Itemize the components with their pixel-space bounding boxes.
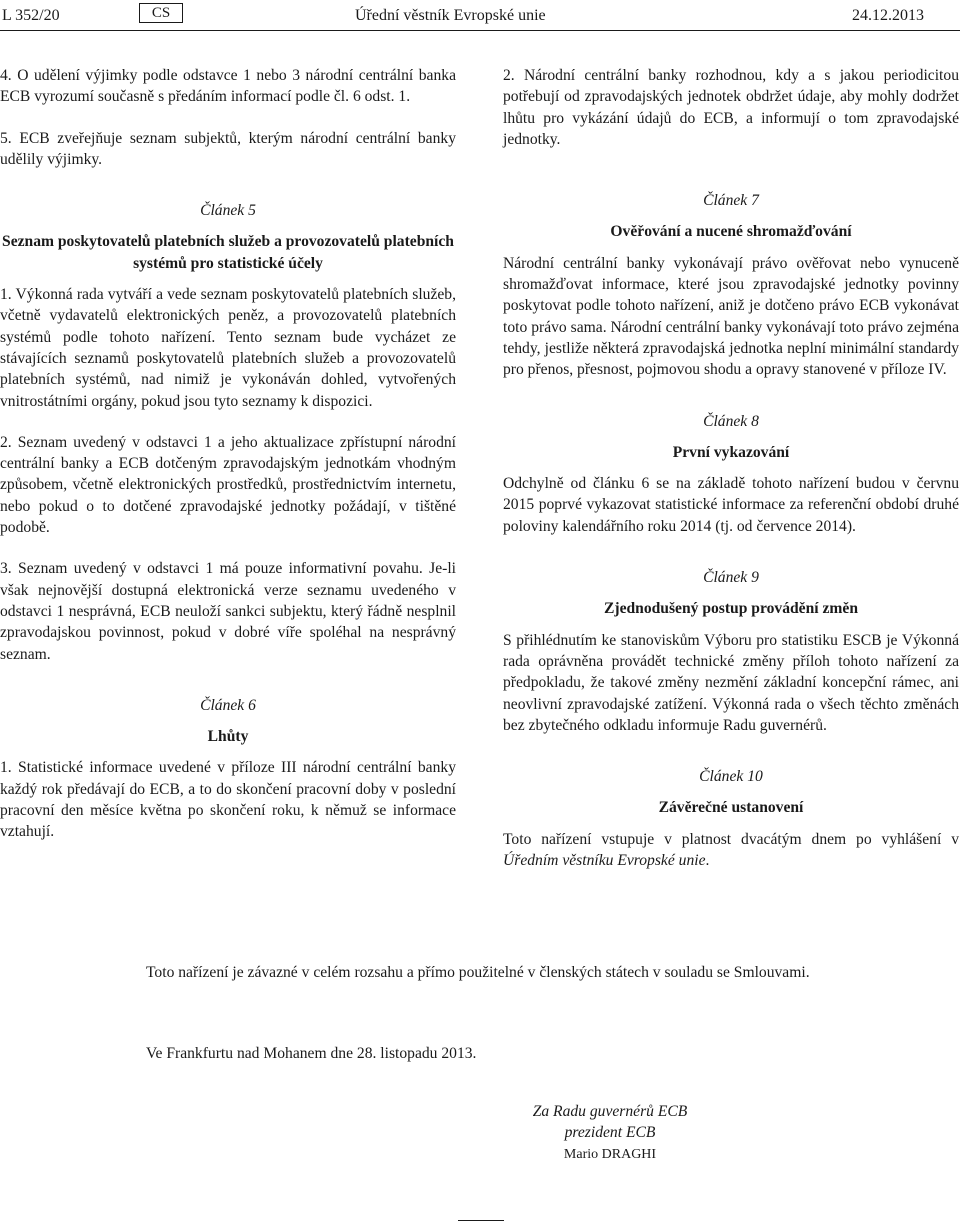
article-6-number: Článek 6 <box>200 696 256 714</box>
article-10-text-end: . <box>705 852 710 870</box>
bottom-rule <box>458 1220 504 1221</box>
article-8-number: Článek 8 <box>703 412 759 430</box>
article-7-title: Ověřování a nucené shromažďování <box>610 223 852 241</box>
article-6-title: Lhůty <box>207 728 249 746</box>
language-badge: CS <box>139 3 183 23</box>
header-rule <box>0 30 960 31</box>
article-5-paragraph-3: 3. Seznam uvedený v odstavci 1 má pouze informativní povahu. Je-li však nejnovější dostupná elektronická verze seznamu uvedeného v odstavci 1 nesprávná, ECB neuloží sankci subjektu, který řádně nesplnil zpravodajskou povinnost, pokud v dobré víře spoléhal na nesprávný seznam. <box>0 560 456 663</box>
article-10-text <box>503 829 959 872</box>
signatory-title: prezident ECB <box>564 1124 656 1142</box>
right-column <box>503 65 959 871</box>
article-9-title: Zjednodušený postup provádění změn <box>603 600 859 618</box>
article-7-number: Článek 7 <box>703 192 759 210</box>
article-6-paragraph-2: 2. Národní centrální banky rozhodnou, kdy a s jakou periodicitou potřebují od zpravodajských jednotek obdržet údaje, aby mohly dodržet lhůtu pro vykázání údajů do ECB, a informují o tom zpravodajské jednotky. <box>503 67 959 148</box>
article-10-text-start: Toto nařízení vstupuje v platnost dvacátým dnem po vyhlášení v <box>503 830 959 848</box>
issue-date: 24.12.2013 <box>852 7 924 24</box>
journal-header <box>0 3 960 25</box>
paragraph-5: 5. ECB zveřejňuje seznam subjektů, kterým národní centrální banky udělily výjimky. <box>0 129 456 168</box>
article-9-text: S přihlédnutím ke stanoviskům Výboru pro statistiku ESCB je Výkonná rada oprávněna provádět technické změny příloh tohoto nařízení za předpokladu, že takové změny nezmění základní koncepční rámec, ani neovlivní zpravodajské zatížení. Výkonná rada o všech těchto změnách bez zbytečného odkladu informuje Radu guvernérů. <box>503 631 959 734</box>
article-5-paragraph-2: 2. Seznam uvedený v odstavci 1 a jeho aktualizace zpřístupní národní centrální banky a ECB dotčeným zpravodajským jednotkám vhodným způsobem, včetně elektronických prostředků, prostřednictvím internetu, nebo pokud o to dotčené zpravodajské jednotky požádají, v tištěné podobě. <box>0 433 456 537</box>
article-7-text: Národní centrální banky vykonávají právo ověřovat nebo vynuceně shromažďovat informace, které jsou zpravodajské jednotky povinny poskytovat podle tohoto nařízení, aniž je dotčeno právo ECB vykonávat toto právo sama. Národní centrální banky vykonávají toto právo zejména tehdy, jestliže některá zpravodajská jednotka neplní minimální standardy pro přenos, přesnost, pojmovou shodu a opravy stanovené v příloze IV. <box>503 254 959 379</box>
closing-formula <box>146 962 826 1065</box>
article-8-text: Odchylně od článku 6 se na základě tohoto nařízení budou v červnu 2015 poprvé vykazovat statistické informace za referenční období druhé poloviny kalendářního roku 2014 (tj. od července 2014). <box>503 475 959 535</box>
article-5-number: Článek 5 <box>200 202 256 220</box>
place-and-date: Ve Frankfurtu nad Mohanem dne 28. listopadu 2013. <box>146 1045 477 1063</box>
page-reference: L 352/20 <box>2 7 60 24</box>
signatory-name: Mario DRAGHI <box>563 1146 657 1162</box>
official-journal-name: Úředním věstníku Evropské unie <box>503 852 706 870</box>
left-column <box>0 65 456 843</box>
article-6-paragraph-1: 1. Statistické informace uvedené v příloze III národní centrální banky každý rok předávají do ECB, a to do skončení pracovní doby v poslední pracovní den měsíce května po skončení roku, k němuž se informace vztahují. <box>0 759 456 841</box>
signature-block <box>520 1101 700 1165</box>
article-10-number: Článek 10 <box>699 768 763 786</box>
article-10-title: Závěrečné ustanovení <box>658 799 804 817</box>
paragraph-4: 4. O udělení výjimky podle odstavce 1 nebo 3 národní centrální banka ECB vyrozumí současně s předáním informací podle čl. 6 odst. 1. <box>0 67 456 106</box>
binding-statement: Toto nařízení je závazné v celém rozsahu a přímo použitelné v členských státech v souladu se Smlouvami. <box>146 964 810 981</box>
article-5-paragraph-1: 1. Výkonná rada vytváří a vede seznam poskytovatelů platebních služeb, včetně vydavatelů elektronických peněz, a provozovatelů platebních systémů podle tohoto nařízení. Tento seznam bude vycházet ze stávajících seznamů poskytovatelů platebních služeb a provozovatelů platebních systémů, nad nimiž je vykonáván dohled, vytvořených vnitrostátními orgány, pokud jsou tyto seznamy k dispozici. <box>0 286 456 410</box>
journal-title: Úřední věstník Evropské unie <box>355 7 546 24</box>
signatory-body: Za Radu guvernérů ECB <box>532 1103 688 1120</box>
article-8-title: První vykazování <box>672 443 790 461</box>
article-9-number: Článek 9 <box>703 569 759 587</box>
article-5-title: Seznam poskytovatelů platebních služeb a provozovatelů platebních systémů pro statistické účely <box>2 233 454 272</box>
